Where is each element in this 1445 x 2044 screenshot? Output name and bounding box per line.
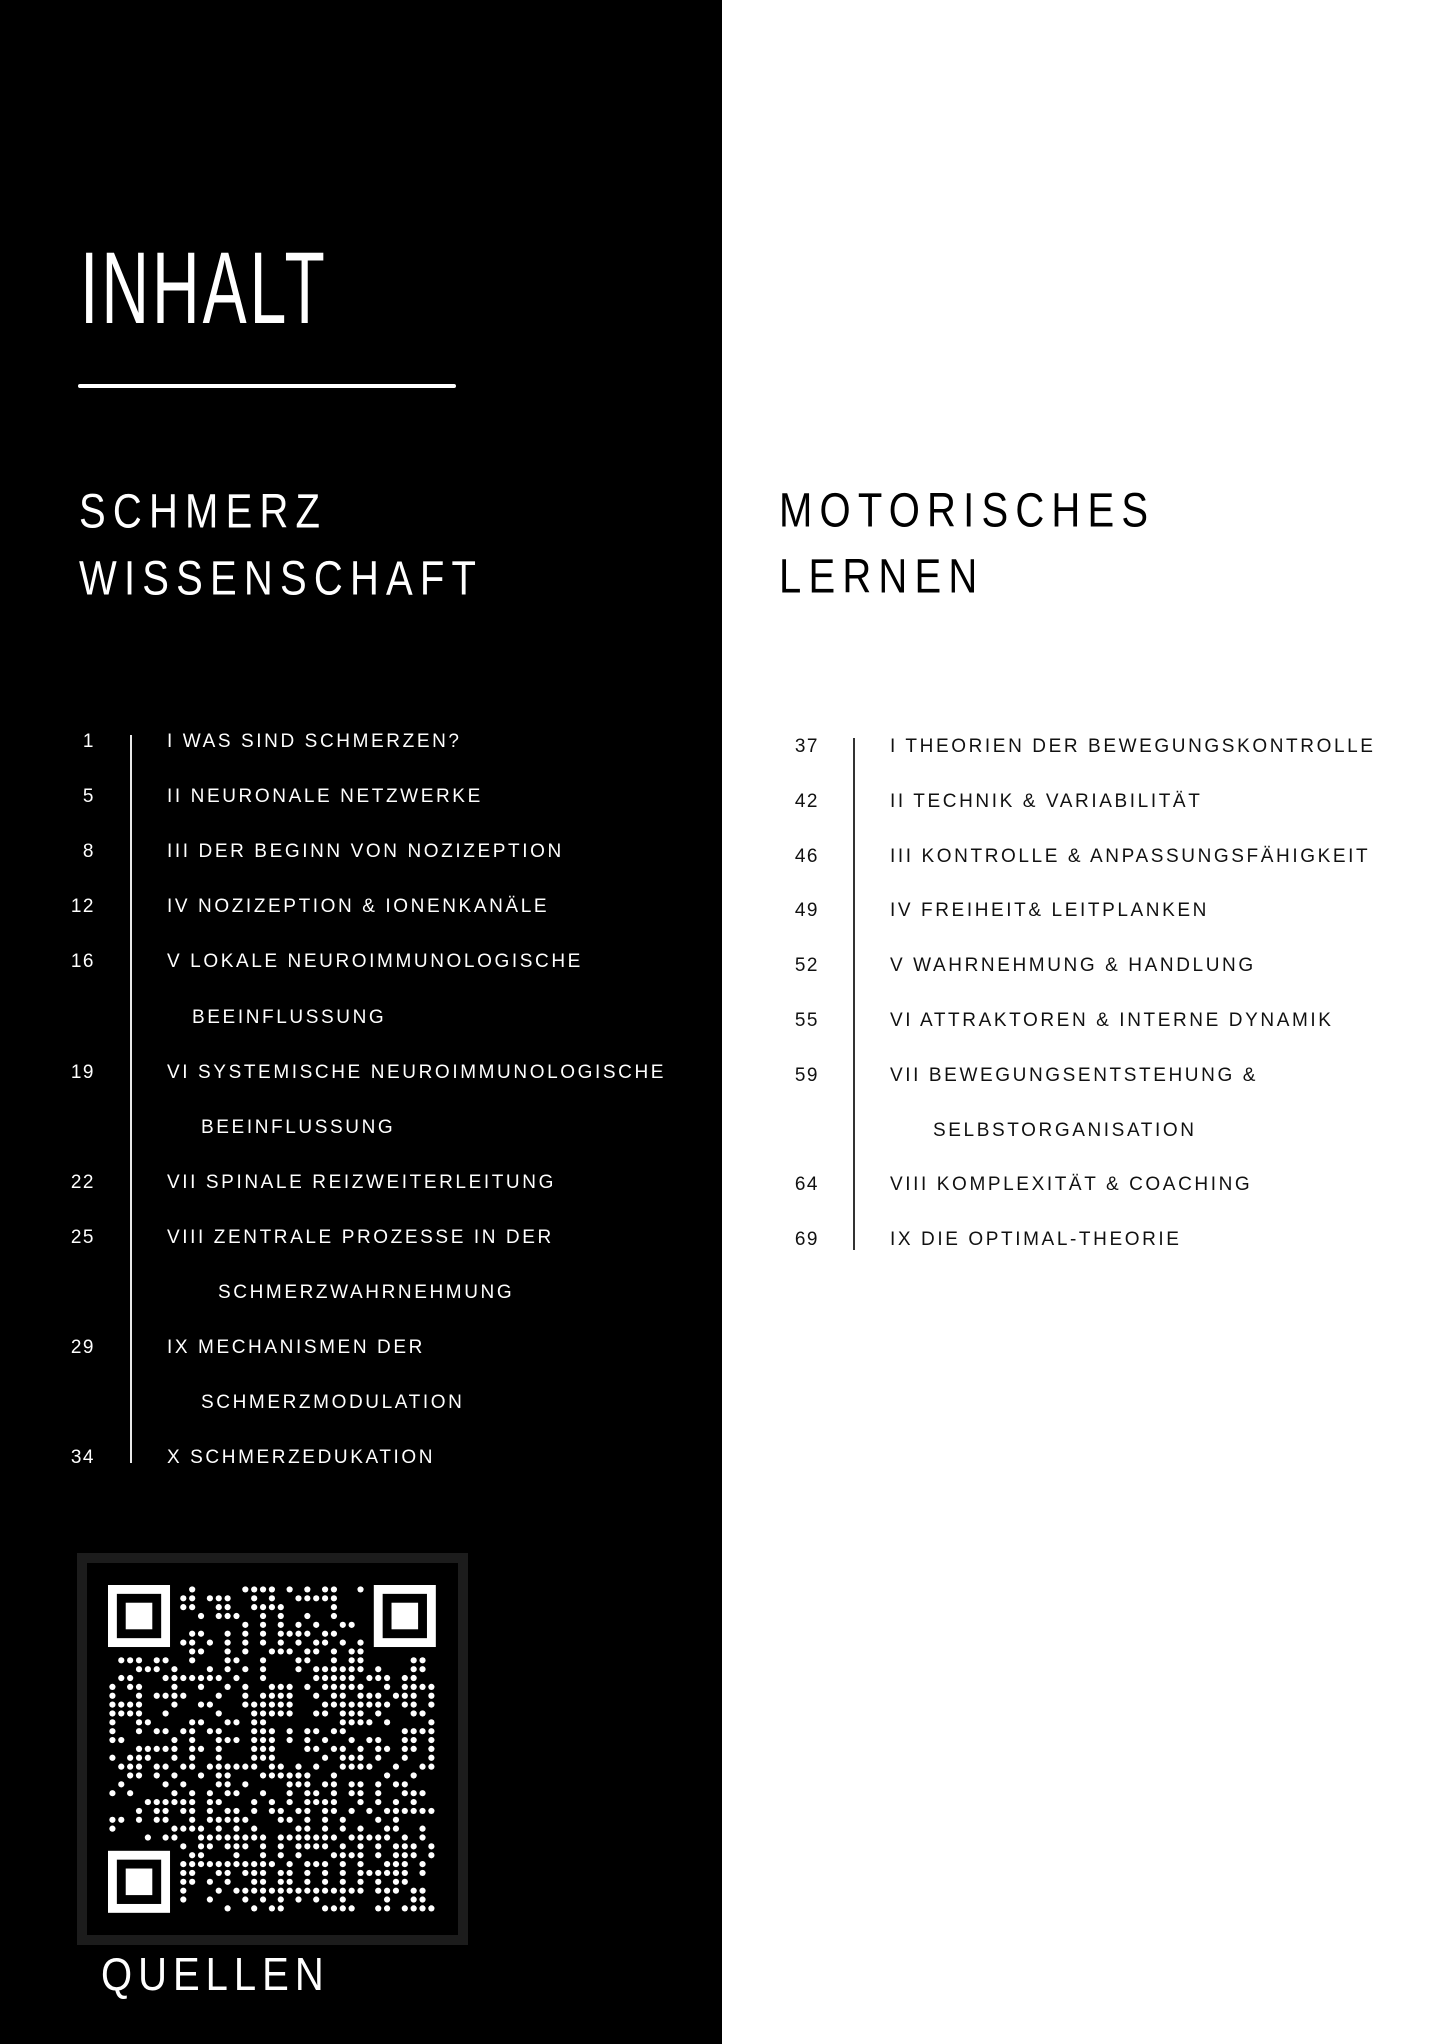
toc-entry-title: II NEURONALE NETZWERKE: [167, 786, 483, 808]
toc-entry-title: III KONTROLLE & ANPASSUNGSFÄHIGKEIT: [890, 845, 1371, 867]
toc-entry-title: IX DIE OPTIMAL-THEORIE: [890, 1229, 1182, 1251]
toc-entry-title: IV FREIHEIT& LEITPLANKEN: [890, 900, 1209, 922]
toc-page-number: 37: [794, 736, 819, 757]
toc-entry-title-continuation: SCHMERZWAHRNEHMUNG: [218, 1282, 515, 1303]
toc-page-number: 16: [70, 951, 95, 973]
toc-page-number: 8: [82, 841, 95, 863]
qr-code[interactable]: [87, 1563, 458, 1935]
toc-entry-title: II TECHNIK & VARIABILITÄT: [890, 790, 1203, 812]
toc-entry-title: VI ATTRAKTOREN & INTERNE DYNAMIK: [890, 1010, 1334, 1031]
toc-entry-title: VII BEWEGUNGSENTSTEHUNG &: [890, 1064, 1258, 1086]
toc-entry-title: VIII KOMPLEXITÄT & COACHING: [890, 1174, 1253, 1196]
qr-code-frame: [77, 1553, 468, 1945]
toc-entry-title: V WAHRNEHMUNG & HANDLUNG: [890, 955, 1256, 977]
toc-entry-title: I THEORIEN DER BEWEGUNGSKONTROLLE: [890, 736, 1376, 757]
qr-code-icon: [87, 1563, 458, 1935]
qr-label-quellen: QUELLEN: [101, 1949, 330, 2001]
toc-page-number: 55: [794, 1010, 819, 1031]
section-heading-motorik-line2: LERNEN: [779, 550, 985, 604]
toc-entry-title: I WAS SIND SCHMERZEN?: [167, 731, 462, 752]
toc-entry-title-continuation: BEEINFLUSSUNG: [192, 1006, 387, 1028]
toc-page-number: 29: [70, 1337, 95, 1359]
section-heading-schmerz-line2: WISSENSCHAFT: [79, 552, 484, 606]
toc-page-number: 19: [70, 1061, 95, 1083]
left-panel: [0, 0, 722, 2044]
page-title: INHALT: [80, 229, 328, 345]
toc-page-number: 5: [82, 786, 95, 808]
toc-entry-title: VI SYSTEMISCHE NEUROIMMUNOLOGISCHE: [167, 1061, 667, 1083]
toc-entry-title: V LOKALE NEUROIMMUNOLOGISCHE: [167, 951, 583, 973]
toc-entry-title: VIII ZENTRALE PROZESSE IN DER: [167, 1226, 554, 1248]
toc-entry-title: X SCHMERZEDUKATION: [167, 1447, 436, 1469]
toc-entry-title: IX MECHANISMEN DER: [167, 1337, 425, 1359]
toc-page-number: 12: [70, 896, 95, 918]
toc-page-number: 22: [70, 1171, 95, 1193]
toc-page-number: 34: [70, 1447, 95, 1469]
toc-page-number: 52: [794, 955, 819, 977]
toc-entry-title: IV NOZIZEPTION & IONENKANÄLE: [167, 896, 550, 918]
toc-page-number: 42: [794, 790, 819, 812]
toc-page-number: 25: [70, 1226, 95, 1248]
toc-divider-right: [853, 738, 855, 1250]
toc-entry-title: III DER BEGINN VON NOZIZEPTION: [167, 841, 564, 863]
right-panel: [722, 0, 1445, 2044]
toc-page-number: 46: [794, 845, 819, 867]
section-heading-motorik-line1: MOTORISCHES: [779, 484, 1156, 538]
toc-page-number: 59: [794, 1064, 819, 1086]
toc-entry-title-continuation: BEEINFLUSSUNG: [201, 1116, 396, 1138]
toc-page-number: 49: [794, 900, 819, 922]
toc-page-number: 69: [794, 1229, 819, 1251]
toc-entry-title-continuation: SELBSTORGANISATION: [933, 1119, 1197, 1141]
title-underline: [78, 384, 456, 388]
toc-entry-title: VII SPINALE REIZWEITERLEITUNG: [167, 1171, 556, 1193]
section-heading-schmerz-line1: SCHMERZ: [79, 485, 328, 539]
toc-entry-title-continuation: SCHMERZMODULATION: [201, 1392, 465, 1414]
toc-divider-left: [130, 735, 132, 1463]
toc-page-number: 1: [82, 731, 95, 752]
toc-page-number: 64: [794, 1174, 819, 1196]
